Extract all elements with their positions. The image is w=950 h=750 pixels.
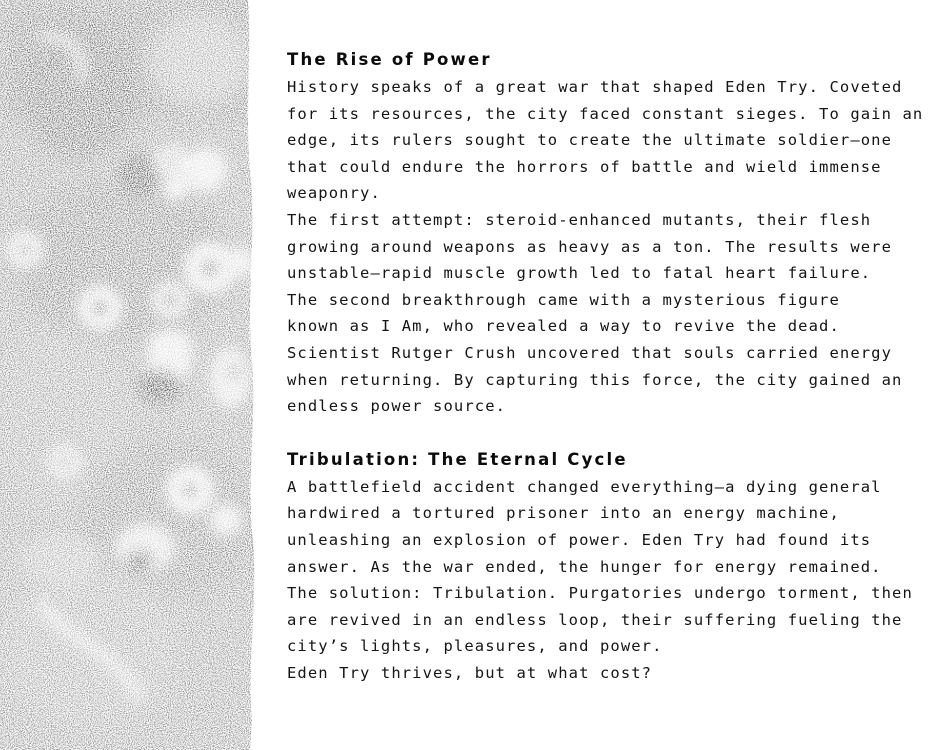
paragraph-line: are revived in an endless loop, their suffering fueling the (287, 610, 903, 629)
paragraph-line: Scientist Rutger Crush uncovered that souls carried energy (287, 343, 893, 362)
paragraph-line: known as I Am, who revealed a way to revive the dead. (287, 317, 840, 336)
paragraph-line: The second breakthrough came with a mysterious figure (287, 290, 840, 309)
paragraph-line: growing around weapons as heavy as a ton. The results were (287, 237, 893, 256)
paragraph-line: unleashing an explosion of power. Eden Try had found its (287, 530, 872, 549)
paragraph-line: that could endure the horrors of battle and wield immense (287, 157, 882, 176)
paragraph-line: History speaks of a great war that shaped Eden Try. Coveted (287, 78, 903, 96)
paragraph-line: city’s lights, pleasures, and power. (287, 637, 663, 656)
paragraph-line: edge, its rulers sought to create the ultimate soldier—one (287, 131, 893, 150)
paragraph-line: unstable—rapid muscle growth led to fatal heart failure. (287, 264, 872, 283)
paragraph-line: for its resources, the city faced constant sieges. To gain an (287, 104, 924, 123)
section-rise-of-power (287, 46, 927, 420)
paragraph-line: The solution: Tribulation. Purgatories undergo torment, then (287, 584, 913, 603)
section-tribulation (287, 446, 927, 687)
paragraph-line: weaponry. (287, 184, 381, 203)
paragraph-line: The first attempt: steroid-enhanced mutants, their flesh (287, 210, 872, 229)
paragraph-line: hardwired a tortured prisoner into an energy machine, (287, 504, 840, 523)
paragraph-line: endless power source. (287, 397, 507, 416)
article-text (287, 46, 927, 686)
paragraph-line: answer. As the war ended, the hunger for energy remained. (287, 557, 882, 576)
section-heading: The Rise of Power (287, 50, 492, 69)
section-heading: Tribulation: The Eternal Cycle (287, 449, 628, 469)
grainy-skulls-illustration (0, 0, 262, 750)
paragraph-line: when returning. By capturing this force, the city gained an (287, 370, 903, 389)
paragraph-line: Eden Try thrives, but at what cost? (287, 663, 653, 682)
paragraph-line: A battlefield accident changed everything—a dying general (287, 477, 882, 496)
